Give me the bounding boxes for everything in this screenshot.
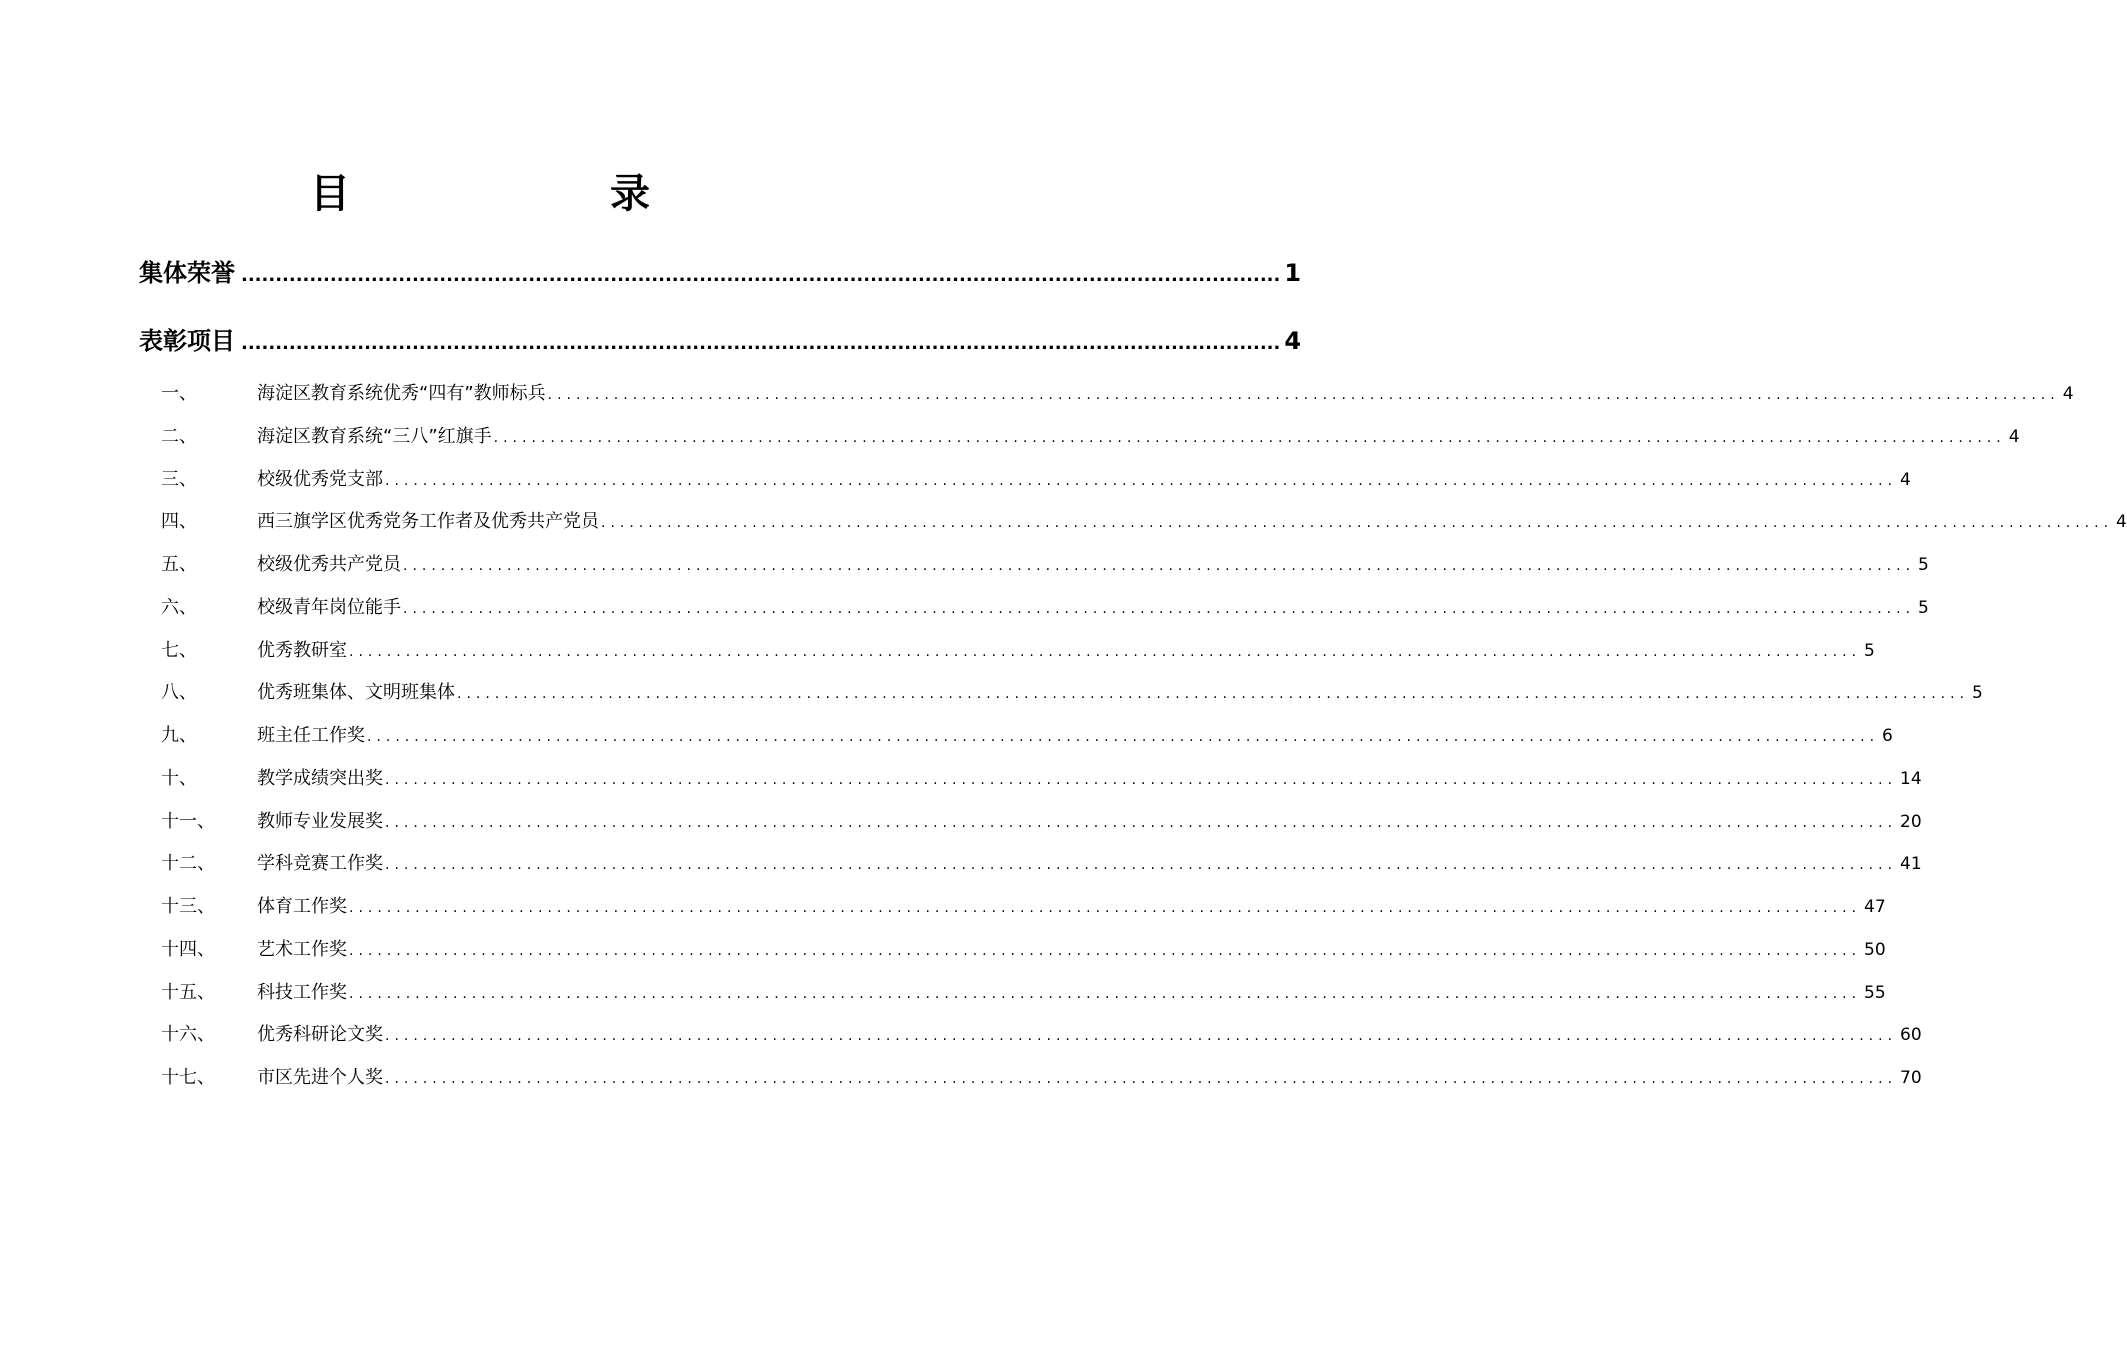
toc-entry-number: 三、 xyxy=(161,468,197,490)
toc-entry-label: 集体荣誉 xyxy=(139,259,235,287)
toc-minor-entry[interactable] xyxy=(161,894,1886,921)
toc-entry-number: 九、 xyxy=(161,725,197,746)
toc-entry-label: 海淀区教育系统优秀“四有”教师标兵 xyxy=(257,383,546,404)
toc-minor-entry[interactable] xyxy=(161,937,1886,964)
toc-entry-label: 校级青年岗位能手 xyxy=(257,596,401,618)
toc-entry-page: 4 xyxy=(2062,384,2074,404)
toc-minor-entry[interactable] xyxy=(161,552,1929,579)
toc-leader-dots: ................................................................................................................................................................ xyxy=(349,985,1862,1002)
toc-entry-number: 十、 xyxy=(161,767,197,789)
toc-entry-number: 一、 xyxy=(161,383,197,404)
toc-minor-entry[interactable] xyxy=(161,467,1911,494)
toc-leader-dots: ........................................................................................................................................................ xyxy=(241,333,1281,354)
toc-minor-entry[interactable] xyxy=(161,424,2020,451)
toc-major-entry[interactable] xyxy=(139,325,1302,360)
toc-entry-page: 60 xyxy=(1900,1025,1922,1046)
toc-entry-page: 41 xyxy=(1900,854,1922,875)
toc-minor-entry[interactable] xyxy=(161,1065,1922,1092)
toc-leader-dots: ................................................................................................................................................................ xyxy=(349,942,1862,959)
toc-entry-page: 4 xyxy=(2116,512,2127,533)
toc-entry-number: 十五、 xyxy=(161,981,215,1003)
toc-entry-number: 七、 xyxy=(161,639,197,661)
toc-entry-number: 十二、 xyxy=(161,853,215,875)
toc-entry-page: 5 xyxy=(1972,683,1983,704)
toc-leader-dots: ................................................................................................................................................................ xyxy=(349,900,1862,916)
toc-entry-page: 4 xyxy=(1284,327,1302,355)
page-title: 目 录 xyxy=(310,171,710,217)
toc-entry-page: 14 xyxy=(1900,768,1922,789)
toc-entry-number: 十四、 xyxy=(161,938,215,960)
toc-entry-label: 优秀科研论文奖 xyxy=(257,1024,383,1046)
toc-minor-entry[interactable] xyxy=(161,766,1922,793)
toc-entry-label: 表彰项目 xyxy=(139,327,235,355)
toc-entry-page: 47 xyxy=(1864,897,1886,917)
toc-entry-label: 教师专业发展奖 xyxy=(257,810,383,832)
toc-leader-dots: ................................................................................................................................................................ xyxy=(403,558,1916,574)
toc-entry-label: 教学成绩突出奖 xyxy=(257,767,383,789)
toc-minor-entry[interactable] xyxy=(161,381,2074,408)
toc-entry-label: 科技工作奖 xyxy=(257,981,347,1003)
toc-entry-page: 5 xyxy=(1918,597,1929,618)
toc-entry-label: 校级优秀党支部 xyxy=(257,468,383,490)
toc-entry-page: 70 xyxy=(1900,1068,1922,1088)
toc-leader-dots: ................................................................................................................................................................ xyxy=(367,729,1880,745)
toc-leader-dots: ................................................................................................................................................................ xyxy=(403,600,1916,617)
toc-entry-label: 艺术工作奖 xyxy=(257,938,347,960)
toc-entry-label: 海淀区教育系统“三八”红旗手 xyxy=(257,425,492,447)
toc-leader-dots: ........................................................................................................................................................ xyxy=(241,265,1281,286)
toc-entry-page: 6 xyxy=(1882,726,1893,746)
toc-entry-number: 十三、 xyxy=(161,896,215,917)
toc-entry-label: 体育工作奖 xyxy=(257,896,347,917)
toc-entry-page: 5 xyxy=(1864,640,1875,661)
toc-entry-label: 优秀班集体、文明班集体 xyxy=(257,682,455,704)
toc-entry-label: 学科竞赛工作奖 xyxy=(257,853,383,875)
toc-minor-entry[interactable] xyxy=(161,680,1983,707)
toc-entry-number: 十七、 xyxy=(161,1067,215,1088)
toc-minor-entry[interactable] xyxy=(161,638,1875,665)
toc-entry-page: 4 xyxy=(1900,469,1911,490)
toc-entry-number: 四、 xyxy=(161,511,197,533)
toc-entry-page: 50 xyxy=(1864,939,1886,960)
toc-leader-dots: ................................................................................................................................................................ xyxy=(385,771,1898,788)
toc-entry-label: 优秀教研室 xyxy=(257,639,347,661)
toc-entry-page: 4 xyxy=(2008,426,2020,447)
toc-leader-dots: ................................................................................................................................................................ xyxy=(385,814,1898,831)
toc-leader-dots: ................................................................................................................................................................ xyxy=(385,472,1898,489)
toc-entry-number: 十一、 xyxy=(161,810,215,832)
toc-leader-dots: ................................................................................................................................................................ xyxy=(385,857,1898,874)
toc-leader-dots: ................................................................................................................................................................ xyxy=(547,387,2060,403)
toc-leader-dots: ................................................................................................................................................................ xyxy=(493,429,2006,446)
toc-entry-page: 20 xyxy=(1900,811,1922,832)
toc-entry-page: 1 xyxy=(1284,259,1302,287)
toc-minor-entry[interactable] xyxy=(161,509,2127,536)
toc-entry-label: 西三旗学区优秀党务工作者及优秀共产党员 xyxy=(257,511,599,533)
toc-leader-dots: ................................................................................................................................................................ xyxy=(385,1071,1898,1087)
toc-minor-entry[interactable] xyxy=(161,723,1893,750)
toc-major-entry[interactable] xyxy=(139,257,1302,292)
toc-leader-dots: ................................................................................................................................................................ xyxy=(349,643,1862,660)
toc-minor-entry[interactable] xyxy=(161,595,1929,622)
toc-minor-entry[interactable] xyxy=(161,851,1922,878)
toc-entry-number: 六、 xyxy=(161,596,197,618)
toc-entry-label: 市区先进个人奖 xyxy=(257,1067,383,1088)
toc-leader-dots: ................................................................................................................................................................ xyxy=(457,686,1970,703)
toc-entry-number: 八、 xyxy=(161,682,197,704)
toc-entry-label: 校级优秀共产党员 xyxy=(257,554,401,575)
toc-entry-number: 二、 xyxy=(161,425,197,447)
toc-entry-number: 十六、 xyxy=(161,1024,215,1046)
toc-entry-page: 5 xyxy=(1918,555,1929,575)
toc-leader-dots: ................................................................................................................................................................ xyxy=(601,515,2114,532)
toc-minor-entry[interactable] xyxy=(161,809,1922,836)
toc-entry-label: 班主任工作奖 xyxy=(257,725,365,746)
toc-entry-page: 55 xyxy=(1864,982,1886,1003)
toc-minor-entry[interactable] xyxy=(161,980,1886,1007)
toc-leader-dots: ................................................................................................................................................................ xyxy=(385,1028,1898,1045)
toc-entry-number: 五、 xyxy=(161,554,197,575)
toc-minor-entry[interactable] xyxy=(161,1022,1922,1049)
